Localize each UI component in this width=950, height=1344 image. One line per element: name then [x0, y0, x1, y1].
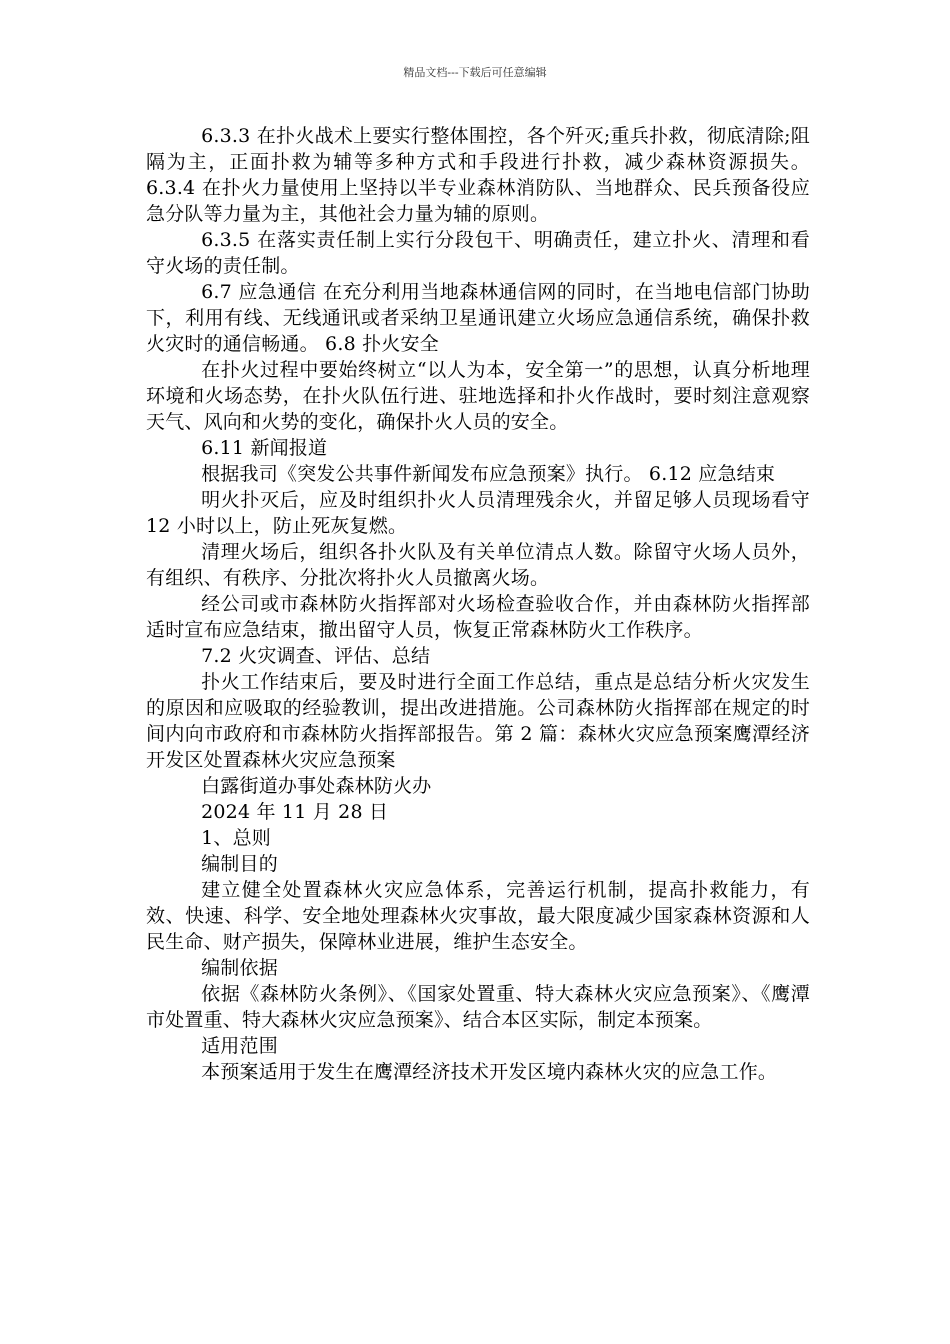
- paragraph: 清理火场后，组织各扑火队及有关单位清点人数。除留守火场人员外，有组织、有秩序、分批次将扑火人员撤离火场。: [146, 541, 810, 589]
- section-heading: 1、总则: [201, 827, 271, 849]
- paragraph: 明火扑灭后，应及时组织扑火人员清理残余火，并留足够人员现场看守 12 小时以上，防止死灰复燃。: [146, 489, 810, 537]
- subsection-heading: 适用范围: [201, 1035, 278, 1057]
- page-header: 精品文档---下载后可任意编辑: [403, 66, 547, 79]
- document-body: [146, 123, 810, 1085]
- paragraph: 6.3.3 在扑火战术上要实行整体围控，各个歼灭;重兵扑救，彻底清除;阻隔为主，正面扑救为辅等多种方式和手段进行扑救，减少森林资源损失。 6.3.4 在扑火力量使用上坚持以半专业森林消防队、当地群众、民兵预备役应急分队等力量为主，其他社会力量为辅的原则。: [146, 125, 810, 225]
- paragraph: 6.7 应急通信 在充分利用当地森林通信网的同时，在当地电信部门协助下，利用有线、无线通讯或者采纳卫星通讯建立火场应急通信系统，确保扑救火灾时的通信畅通。 6.8 扑火安全: [146, 281, 810, 355]
- paragraph: 在扑火过程中要始终树立“以人为本，安全第一”的思想，认真分析地理环境和火场态势，在扑火队伍行进、驻地选择和扑火作战时，要时刻注意观察天气、风向和火势的变化，确保扑火人员的安全。: [146, 359, 810, 433]
- paragraph: 本预案适用于发生在鹰潭经济技术开发区境内森林火灾的应急工作。: [201, 1061, 778, 1083]
- paragraph: 根据我司《突发公共事件新闻发布应急预案》执行。 6.12 应急结束: [201, 463, 776, 485]
- paragraph: 依据《森林防火条例》、《国家处置重、特大森林火灾应急预案》、《鹰潭市处置重、特大森林火灾应急预案》、结合本区实际，制定本预案。: [146, 983, 810, 1031]
- paragraph: 经公司或市森林防火指挥部对火场检查验收合作，并由森林防火指挥部适时宣布应急结束，撤出留守人员，恢复正常森林防火工作秩序。: [146, 593, 810, 641]
- paragraph: 建立健全处置森林火灾应急体系，完善运行机制，提高扑救能力，有效、快速、科学、安全地处理森林火灾事故，最大限度减少国家森林资源和人民生命、财产损失，保障林业进展，维护生态安全。: [146, 879, 810, 953]
- section-heading: 7.2 火灾调查、评估、总结: [201, 645, 431, 667]
- section-heading: 6.11 新闻报道: [201, 437, 328, 459]
- paragraph: 扑火工作结束后，要及时进行全面工作总结，重点是总结分析火灾发生的原因和应吸取的经验教训，提出改进措施。公司森林防火指挥部在规定的时间内向市政府和市森林防火指挥部报告。第 2 篇：森林火灾应急预案鹰潭经济开发区处置森林火灾应急预案: [146, 671, 810, 771]
- subsection-heading: 编制依据: [201, 957, 278, 979]
- paragraph: 6.3.5 在落实责任制上实行分段包干、明确责任，建立扑火、清理和看守火场的责任制。: [146, 229, 810, 277]
- subsection-heading: 编制目的: [201, 853, 278, 875]
- date-line: 2024 年 11 月 28 日: [201, 801, 389, 823]
- issuer-line: 白露街道办事处森林防火办: [201, 775, 432, 797]
